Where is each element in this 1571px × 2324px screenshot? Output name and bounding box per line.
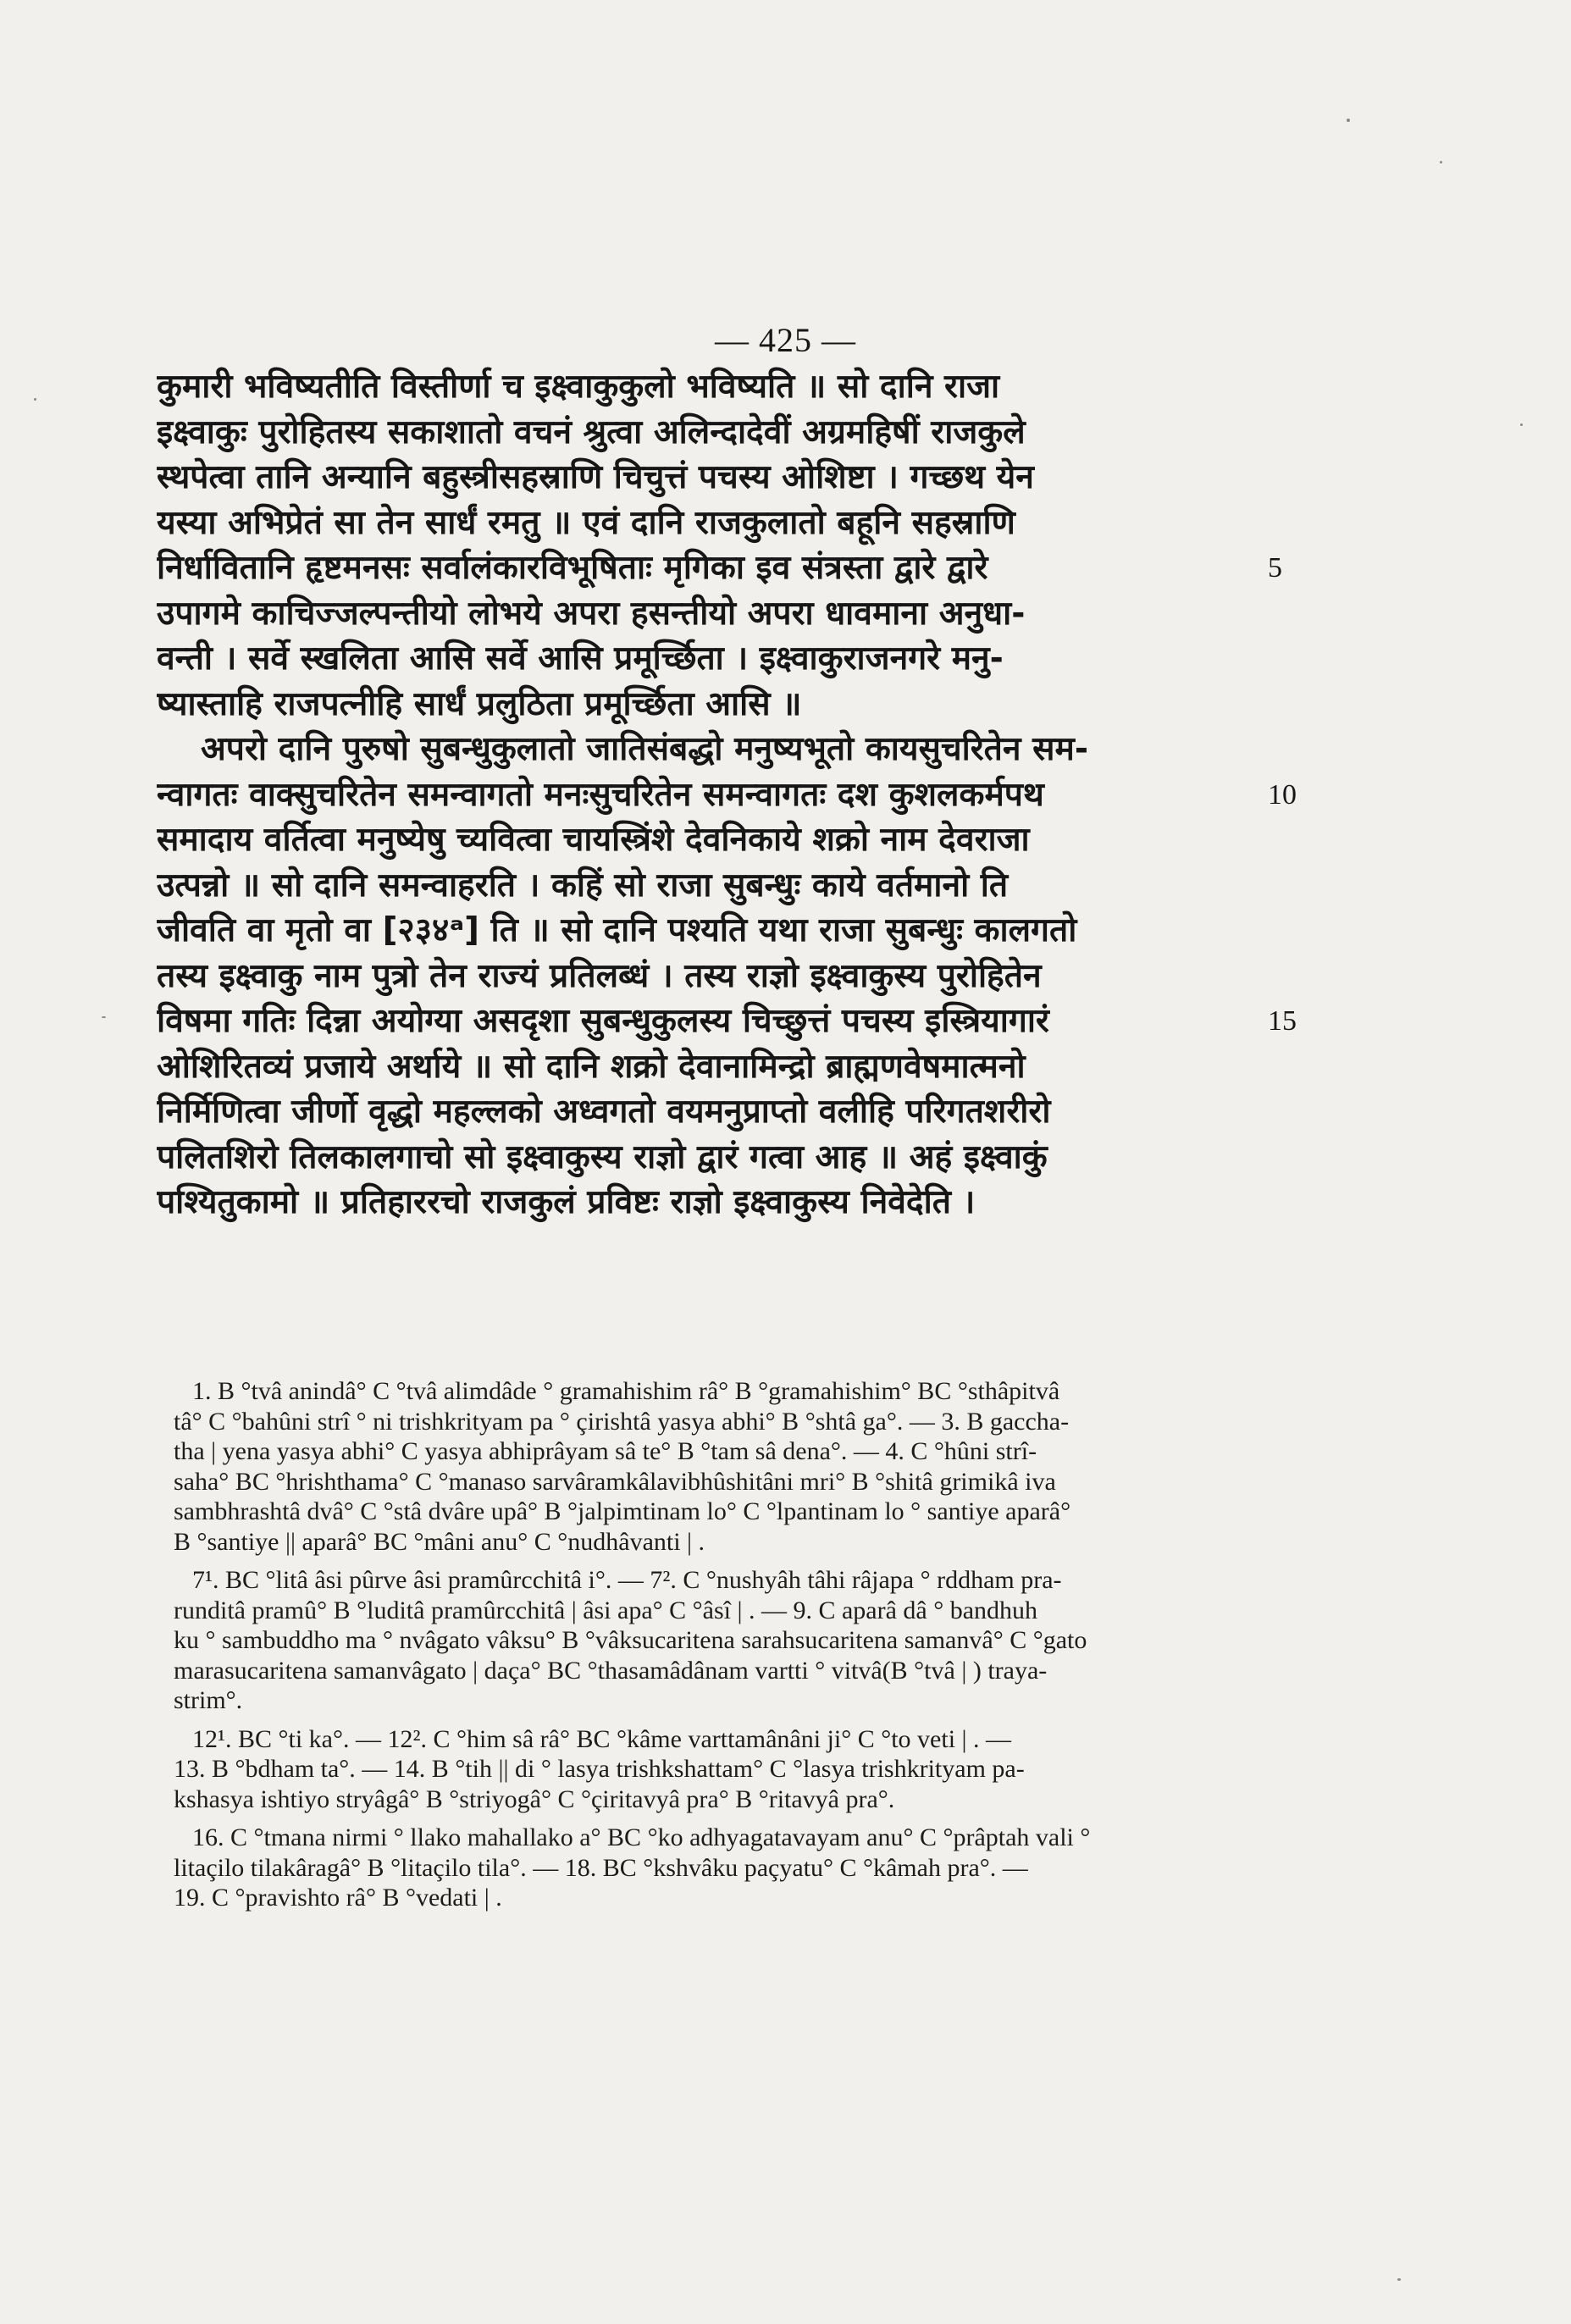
text-line-content: विषमा गतिः दिन्ना अयोग्या असदृशा सुबन्धुकुलस्य चिच्छुत्तं पचस्य इस्त्रियागारं [157,1002,1049,1040]
text-line-content: वन्ती । सर्वे स्खलिता आसि सर्वे आसि प्रमूर्च्छिता । इक्ष्वाकुराजनगरे मनु- [157,639,1004,678]
text-line [157,1089,1262,1135]
footnote-line: ku ° sambuddho ma ° nvâgato vâksu° B °vâksucaritena sarahsucaritena samanvâ° C °gato [174,1626,1087,1654]
footnote-line: strim°. [174,1686,243,1714]
footnote-paragraph [174,1724,1258,1815]
footnote-line: 7¹. BC °litâ âsi pûrve âsi pramûrcchitâ i°. — 7². C °nushyâh tâhi râjapa ° rddham pra- [192,1566,1062,1594]
scan-speck [1347,119,1350,122]
footnote-line: runditâ pramû° B °luditâ pramûrcchitâ | âsi apa° C °âsî | . — 9. C aparâ dâ ° bandhuh [174,1596,1038,1624]
footnote-line: marasucaritena samanvâgato | daça° BC °thasamâdânam vartti ° vitvâ(B °tvâ | ) traya- [174,1656,1048,1685]
text-line-content: निर्मिणित्वा जीर्णो वृद्धो महल्लको अध्वगतो वयमनुप्राप्तो वलीहि परिगतशरीरो [157,1093,1051,1131]
text-line-content: निर्धावितानि हृष्टमनसः सर्वालंकारविभूषिताः मृगिका इव संत्रस्ता द्वारे द्वारे [157,549,988,587]
footnote-line: tha | yena yasya abhi° C yasya abhiprâyam sâ te° B °tam sâ dena°. — 4. C °hûni strî- [174,1437,1037,1465]
footnote-paragraph [174,1565,1258,1716]
footnotes [174,1376,1258,1922]
footnote-line: 19. C °pravishto râ° B °vedati | . [174,1884,502,1912]
page-number: — 425 — [715,321,856,359]
footnote-line: 13. B °bdham ta°. — 14. B °tih || di ° lasya trishkshattam° C °lasya trishkrityam pa- [174,1755,1025,1783]
text-line [157,591,1262,637]
footnote-line: B °santiye || aparâ° BC °mâni anu° C °nudhâvanti | . [174,1527,705,1556]
text-line [157,863,1262,909]
text-line-content: समादाय वर्तित्वा मनुष्येषु च्यवित्वा चायस्त्रिंशे देवनिकाये शक्रो नाम देवराजा [157,821,1030,859]
text-line-content: उपागमे काचिज्जल्पन्तीयो लोभये अपरा हसन्तीयो अपरा धावमाना अनुधा- [157,594,1026,633]
text-line [157,364,1262,410]
footnote-line: kshasya ishtiyo stryâgâ° B °striyogâ° C °çiritavyâ pra° B °ritavyâ pra°. [174,1784,895,1813]
text-line [157,501,1262,546]
text-line [157,1135,1262,1181]
text-line [157,954,1262,999]
text-line [157,410,1262,456]
scan-speck [1397,2278,1401,2281]
text-line [157,682,1262,728]
text-line [157,727,1262,772]
text-line [157,908,1262,954]
text-line [157,545,1262,591]
footnote-line: litaçilo tilakâragâ° B °litaçilo tila°. — 18. BC °kshvâku paçyatu° C °kâmah pra°. — [174,1853,1028,1882]
footnote-paragraph [174,1376,1258,1557]
text-line [157,817,1262,863]
scan-speck [1440,161,1442,163]
line-number: 10 [1268,778,1297,811]
footnote-line: 12¹. BC °ti ka°. — 12². C °him sâ râ° BC °kâme varttamânâni ji° C °to veti | . — [192,1724,1012,1753]
text-line-content: ओशिरितव्यं प्रजाये अर्थाये ॥ सो दानि शक्रो देवानामिन्द्रो ब्राह्मणवेषमात्मनो [157,1047,1026,1086]
footnote-paragraph [174,1823,1258,1913]
text-line-content: उत्पन्नो ॥ सो दानि समन्वाहरति । कहिं सो राजा सुबन्धुः काये वर्तमानो ति [157,866,1009,905]
sanskrit-main-text [157,364,1262,1226]
footnote-line: sambhrashtâ dvâ° C °stâ dvâre upâ° B °jalpimtinam lo° C °lpantinam lo ° santiye aparâ° [174,1497,1071,1525]
text-line [157,1044,1262,1090]
text-line [157,1180,1262,1226]
footnote-line: tâ° C °bahûni strî ° ni trishkrityam pa ° çirishtâ yasya abhi° B °shtâ ga°. — 3. B gaccha- [174,1407,1070,1436]
text-line [157,999,1262,1044]
line-number: 15 [1268,1005,1297,1037]
text-line [157,636,1262,682]
text-line-content: स्थपेत्वा तानि अन्यानि बहुस्त्रीसहस्राणि चिचुत्तं पचस्य ओशिष्टा । गच्छथ येन [157,458,1034,496]
text-line-content: अपरो दानि पुरुषो सुबन्धुकुलातो जातिसंबद्धो मनुष्यभूतो कायसुचरितेन सम- [201,730,1089,768]
text-line-content: पश्यितुकामो ॥ प्रतिहाररचो राजकुलं प्रविष्टः राज्ञो इक्ष्वाकुस्य निवेदेति । [157,1183,976,1221]
text-line-content: जीवति वा मृतो वा [२३४ᵃ] ति ॥ सो दानि पश्यति यथा राजा सुबन्धुः कालगतो [157,911,1077,949]
text-line-content: ष्यास्ताहि राजपत्नीहि सार्धं प्रलुठिता प्रमूर्च्छिता आसि ॥ [157,684,802,723]
footnote-line: saha° BC °hrishthama° C °manaso sarvâramkâlavibhûshitâni mri° B °shitâ grimikâ iva [174,1467,1056,1496]
text-line [157,455,1262,501]
scan-speck [34,398,36,401]
scan-speck [102,1016,106,1018]
text-line-content: पलितशिरो तिलकालगाचो सो इक्ष्वाकुस्य राज्ञो द्वारं गत्वा आह ॥ अहं इक्ष्वाकुं [157,1137,1048,1176]
text-line-content: तस्य इक्ष्वाकु नाम पुत्रो तेन राज्यं प्रतिलब्धं । तस्य राज्ञो इक्ष्वाकुस्य पुरोहितेन [157,956,1042,995]
line-number: 5 [1268,552,1282,584]
text-line [157,772,1262,818]
text-line-content: कुमारी भविष्यतीति विस्तीर्णा च इक्ष्वाकुकुलो भविष्यति ॥ सो दानि राजा [157,368,1000,406]
footnote-line: 1. B °tvâ anindâ° C °tvâ alimdâde ° gramahishim râ° B °gramahishim° BC °sthâpitvâ [192,1377,1060,1405]
text-line-content: इक्ष्वाकुः पुरोहितस्य सकाशातो वचनं श्रुत्वा अलिन्दादेवीं अग्रमहिषीं राजकुले [157,412,1026,451]
text-line-content: यस्या अभिप्रेतं सा तेन सार्धं रमतु ॥ एवं दानि राजकुलातो बहूनि सहस्राणि [157,503,1015,542]
footnote-line: 16. C °tmana nirmi ° llako mahallako a° BC °ko adhyagatavayam anu° C °prâptah vali ° [192,1823,1091,1851]
text-line-content: न्वागतः वाक्सुचरितेन समन्वागतो मनःसुचरितेन समन्वागतः दश कुशलकर्मपथ [157,775,1044,814]
scan-speck [1520,423,1523,426]
